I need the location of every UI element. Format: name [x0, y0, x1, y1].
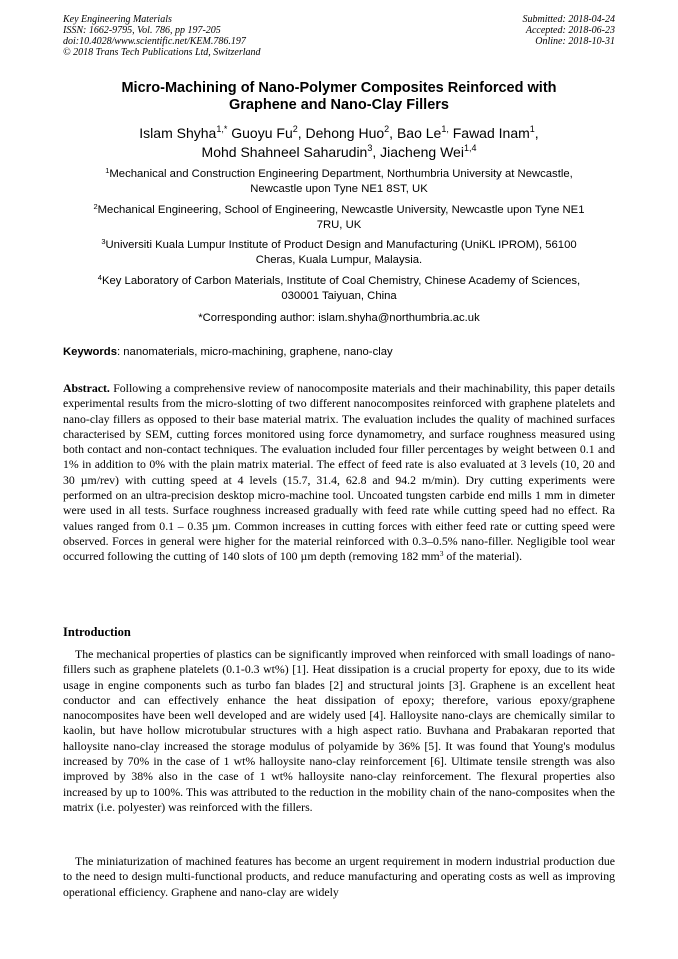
author-name: Guoyu Fu: [231, 125, 293, 141]
affiliation-text: Universiti Kuala Lumpur Institute of Product Design and Manufacturing (UniKL IPROM), 56100: [105, 239, 577, 251]
keywords-text: : nanomaterials, micro-machining, graphene, nano-clay: [117, 346, 393, 358]
affiliation-line: Cheras, Kuala Lumpur, Malaysia.: [255, 254, 423, 266]
author-sup: 3: [367, 143, 373, 153]
affiliation-3: [63, 238, 615, 268]
abstract-sup: 3: [439, 549, 444, 559]
intro-paragraph-1: The mechanical properties of plastics can be significantly improved when reinforced with small loadings of nano-fillers such as graphene platelets (0.1-0.3 wt%) [1]. Heat dissipation is a crucial property for epoxy, due to its wide usage in engine components such as turbo fan blades [2] and structural joints [3]. Graphene is an excellent heat conductor and can effectively enhance the heat dissipation of epoxy; therefore, various epoxy/graphene nanocomposites have been well developed and are widely used [4]. Halloysite nano-clays are chemically similar to kaolin, but have hollow microtubular structures with a high aspect ratio. Buvhana and Prabakaran reported that halloysite nano-clay increased the storage modulus of polyamide by 36% [5]. It was found that Young's modulus increased by 70% in the case of 1 wt% halloysite nano-clay reinforcement [6]. Ultimate tensile strength was also improved by 38% also in the case of 1 wt% halloysite nano-clay reinforcement. The flexural properties also increased by up to 100%. This was attributed to the reduction in the mobility chain of the nano-composites when the matrix (i.e. polyester) was reinforced with the fillers.: [63, 647, 615, 814]
affiliation-1: [63, 167, 615, 197]
author-line-1: Islam Shyha$^{1,*}$ Guoyu Fu$^2$, Dehong Huo$^2$, Bao $Le^{1,}$ Fawad Inam$^1$,: [139, 124, 539, 141]
header-left: [63, 14, 261, 58]
affiliation-sup: 3: [101, 237, 106, 246]
affiliation-sup: 4: [97, 273, 102, 282]
paper-title: [63, 80, 615, 114]
online-date: Online: 2018-10-31: [535, 36, 615, 47]
journal-name: Key Engineering Materials: [63, 14, 172, 25]
author-name: Mohd Shahneel Saharudin: [201, 144, 368, 160]
affiliation-text: Key Laboratory of Carbon Materials, Institute of Coal Chemistry, Chinese Academy of Sciences,: [101, 275, 581, 287]
affiliation-sup: 1: [105, 166, 110, 175]
affiliation-text: Mechanical and Construction Engineering Department, Northumbria University at Newcastle,: [109, 168, 573, 180]
author-sup: 1,: [441, 124, 449, 134]
intro-paragraph-2: The miniaturization of machined features has become an urgent requirement in modern industrial production due to the need to design multi-functional products, and reduce manufacturing and operating costs as well as improving operational efficiency. Graphene and nano-clay are widely: [63, 854, 615, 899]
author-line-2: Mohd Shahneel Saharudin$^3$, Jiacheng Wei$^{1,4}$: [201, 143, 477, 160]
author-name: Dehong Huo: [305, 125, 385, 141]
author-sup: 2: [292, 124, 298, 134]
title-line-1: Micro-Machining of Nano-Polymer Composites Reinforced with: [121, 80, 557, 96]
author-sup: 1,4: [463, 143, 477, 153]
keywords-label: Keywords: [63, 346, 117, 358]
doi-line: doi:10.4028/www.scientific.net/KEM.786.197: [63, 36, 246, 47]
author-name: Jiacheng Wei: [380, 144, 464, 160]
abstract-text: Following a comprehensive review of nanocomposite materials and their machinability, this paper details experimental results from the micro-slotting of two different nanocomposites reinforced with graphene platelets and nano-clay fillers as opposed to their base material matrix. The evaluation includes the quality of machined surfaces characterised by SEM, cutting forces monitored using force dynamometry, and surface roughness measured using both contact and non-contact techniques. The evaluation included four filler percentages by weight between 0.1 and 1% in addition to 0% with the plain matrix material. The effect of feed rate is also evaluated at 3 levels (10, 20 and 30 µm/rev) with cutting speed at 4 levels (15.7, 31.4, 62.8 and 94.2 m/min). Dry cutting experiments were performed on an ultra-precision desktop micro-machine tool. Uncoated tungsten carbide end mills 1 mm in dimeter were used in all tests. Surface roughness increased gradually with feed rate while cutting speed had no effect. Ra values ranged from 0.1 – 0.35 µm. Common increases in cutting forces with either feed rate or cutting speed were observed. Forces in general were higher for the material reinforced with 0.3–0.5% nano-filler. Negligible tool wear occurred following the cutting of 140 slots of 100 µm depth (removing 182 mm: [63, 381, 615, 564]
affiliation-line: 7RU, UK: [316, 219, 362, 231]
corresponding-author: *Corresponding author: islam.shyha@northumbria.ac.uk: [198, 312, 480, 324]
abstract: [63, 381, 615, 565]
affiliation-line: [63, 274, 615, 289]
submitted-date: Submitted: 2018-04-24: [522, 14, 615, 25]
affiliation-line: [63, 203, 615, 218]
issn-line: ISSN: 1662-9795, Vol. 786, pp 197-205: [63, 25, 221, 36]
keywords: [63, 345, 615, 360]
title-line-2: Graphene and Nano-Clay Fillers: [229, 97, 449, 113]
affiliation-line: 030001 Taiyuan, China: [281, 290, 397, 302]
affiliation-sup: 2: [93, 202, 98, 211]
affiliation-4: [63, 274, 615, 304]
affiliation-line: [63, 238, 615, 253]
affiliation-line: Newcastle upon Tyne NE1 8ST, UK: [250, 183, 428, 195]
author-name: Islam Shyha: [139, 125, 217, 141]
author-list: [63, 124, 615, 162]
author-sup: 2: [384, 124, 390, 134]
abstract-tail: of the material).: [443, 549, 523, 564]
header-right: [523, 14, 616, 47]
author-sup: 1: [529, 124, 535, 134]
affiliation-2: [63, 203, 615, 233]
author-sup: 1,*: [216, 124, 228, 134]
accepted-date: Accepted: 2018-06-23: [525, 25, 615, 36]
author-name: Fawad Inam: [452, 125, 530, 141]
affiliation-line: [63, 167, 615, 182]
author-name: Bao Le: [396, 125, 442, 141]
copyright-line: © 2018 Trans Tech Publications Ltd, Switzerland: [63, 47, 261, 58]
abstract-label: Abstract.: [63, 381, 110, 395]
affiliation-text: Mechanical Engineering, School of Engineering, Newcastle University, Newcastle upon Tyne NE1: [97, 204, 585, 216]
section-heading-introduction: Introduction: [63, 625, 131, 639]
